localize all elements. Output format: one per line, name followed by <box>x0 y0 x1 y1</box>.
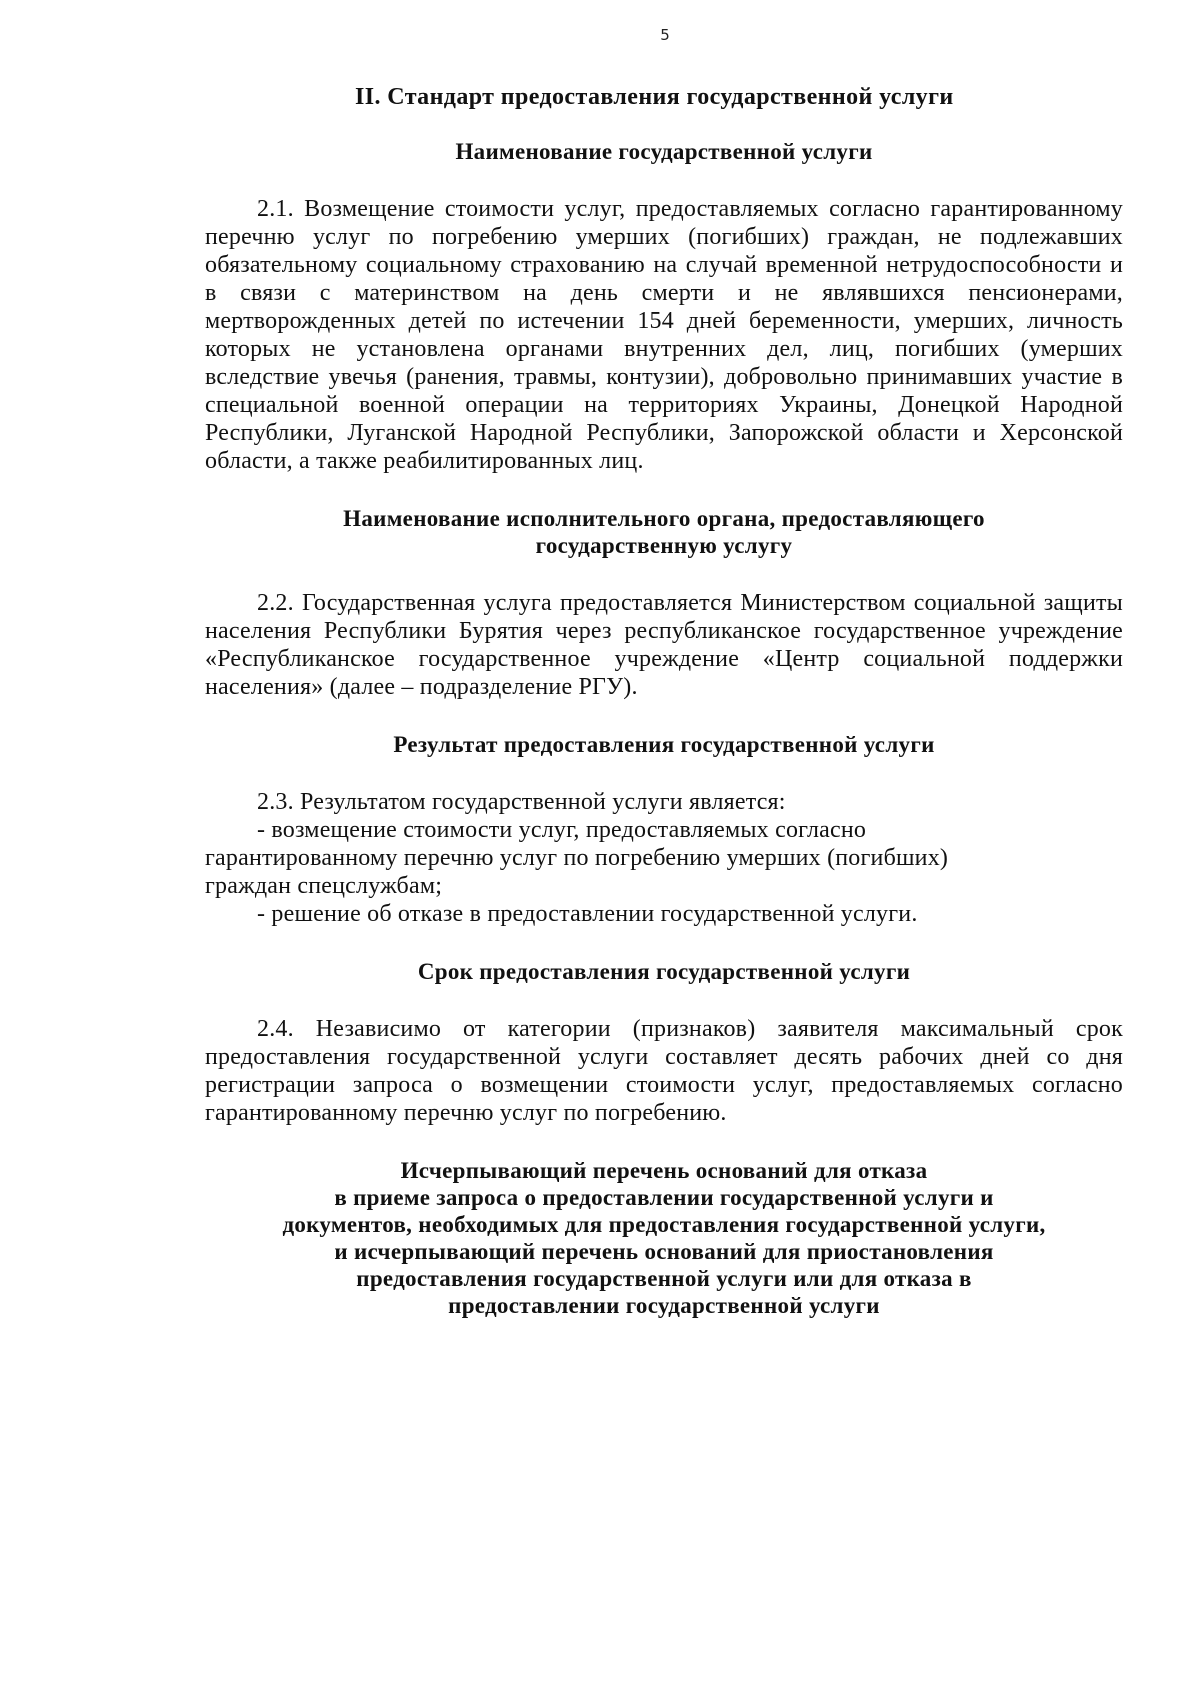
heading-executive-body <box>205 505 1123 559</box>
heading-refusal-grounds <box>205 1157 1123 1319</box>
document-content <box>205 72 1123 1319</box>
heading-line: в приеме запроса о предоставлении государственной услуги и <box>334 1185 994 1210</box>
list-item-reimbursement: - возмещение стоимости услуг, предоставляемых согласно <box>257 817 867 843</box>
list-item-reimbursement-cont: гарантированному перечню услуг по погребению умерших (погибших) <box>205 845 949 871</box>
heading-line: и исчерпывающий перечень оснований для приостановления <box>334 1239 994 1264</box>
heading-line: Исчерпывающий перечень оснований для отказа <box>400 1158 928 1183</box>
paragraph-2-3-intro: 2.3. Результатом государственной услуги является: <box>257 789 786 815</box>
heading-line: Срок предоставления государственной услуги <box>417 959 911 984</box>
list-item-refusal: - решение об отказе в предоставлении государственной услуги. <box>257 901 918 927</box>
heading-line: государственную услугу <box>535 533 793 558</box>
heading-line: Результат предоставления государственной услуги <box>393 732 935 757</box>
section-title: II. Стандарт предоставления государственной услуги <box>355 84 954 110</box>
heading-service-result <box>205 731 1123 758</box>
heading-line: Наименование исполнительного органа, предоставляющего <box>343 506 985 531</box>
page-number: 5 <box>660 26 670 44</box>
paragraph-2-4: 2.4. Независимо от категории (признаков) заявителя максимальный срок предоставления государственной услуги составляет десять рабочих дней со дня регистрации запроса о возмещении стоимости услуг, предоставляемых согласно гарантированному перечню услуг по погребению. <box>205 1016 1123 1126</box>
heading-service-name <box>205 138 1123 165</box>
paragraph-2-1: 2.1. Возмещение стоимости услуг, предоставляемых согласно гарантированному перечню услуг по погребению умерших (погибших) граждан, не подлежавших обязательному социальному страхованию на случай временной нетрудоспособности и в связи с материнством на день смерти и не являвшихся пенсионерами, мертворожденных детей по истечении 154 дней беременности, умерших, личность которых не установлена органами внутренних дел, лиц, погибших (умерших вследствие увечья (ранения, травмы, контузии), добровольно принимавших участие в специальной военной операции на территориях Украины, Донецкой Народной Республики, Луганской Народной Республики, Запорожской области и Херсонской области, а также реабилитированных лиц. <box>205 196 1123 474</box>
paragraph-2-2: 2.2. Государственная услуга предоставляется Министерством социальной защиты населения Республики Бурятия через республиканское государственное учреждение «Республиканское государственное учреждение «Центр социальной поддержки населения» (далее – подразделение РГУ). <box>205 590 1123 700</box>
heading-line: предоставления государственной услуги или для отказа в <box>356 1266 972 1291</box>
heading-service-term <box>205 958 1123 985</box>
list-item-reimbursement-cont: граждан спецслужбам; <box>205 873 443 899</box>
heading-line: документов, необходимых для предоставления государственной услуги, <box>282 1212 1046 1237</box>
heading-line: Наименование государственной услуги <box>455 139 873 164</box>
heading-line: предоставлении государственной услуги <box>448 1293 880 1318</box>
